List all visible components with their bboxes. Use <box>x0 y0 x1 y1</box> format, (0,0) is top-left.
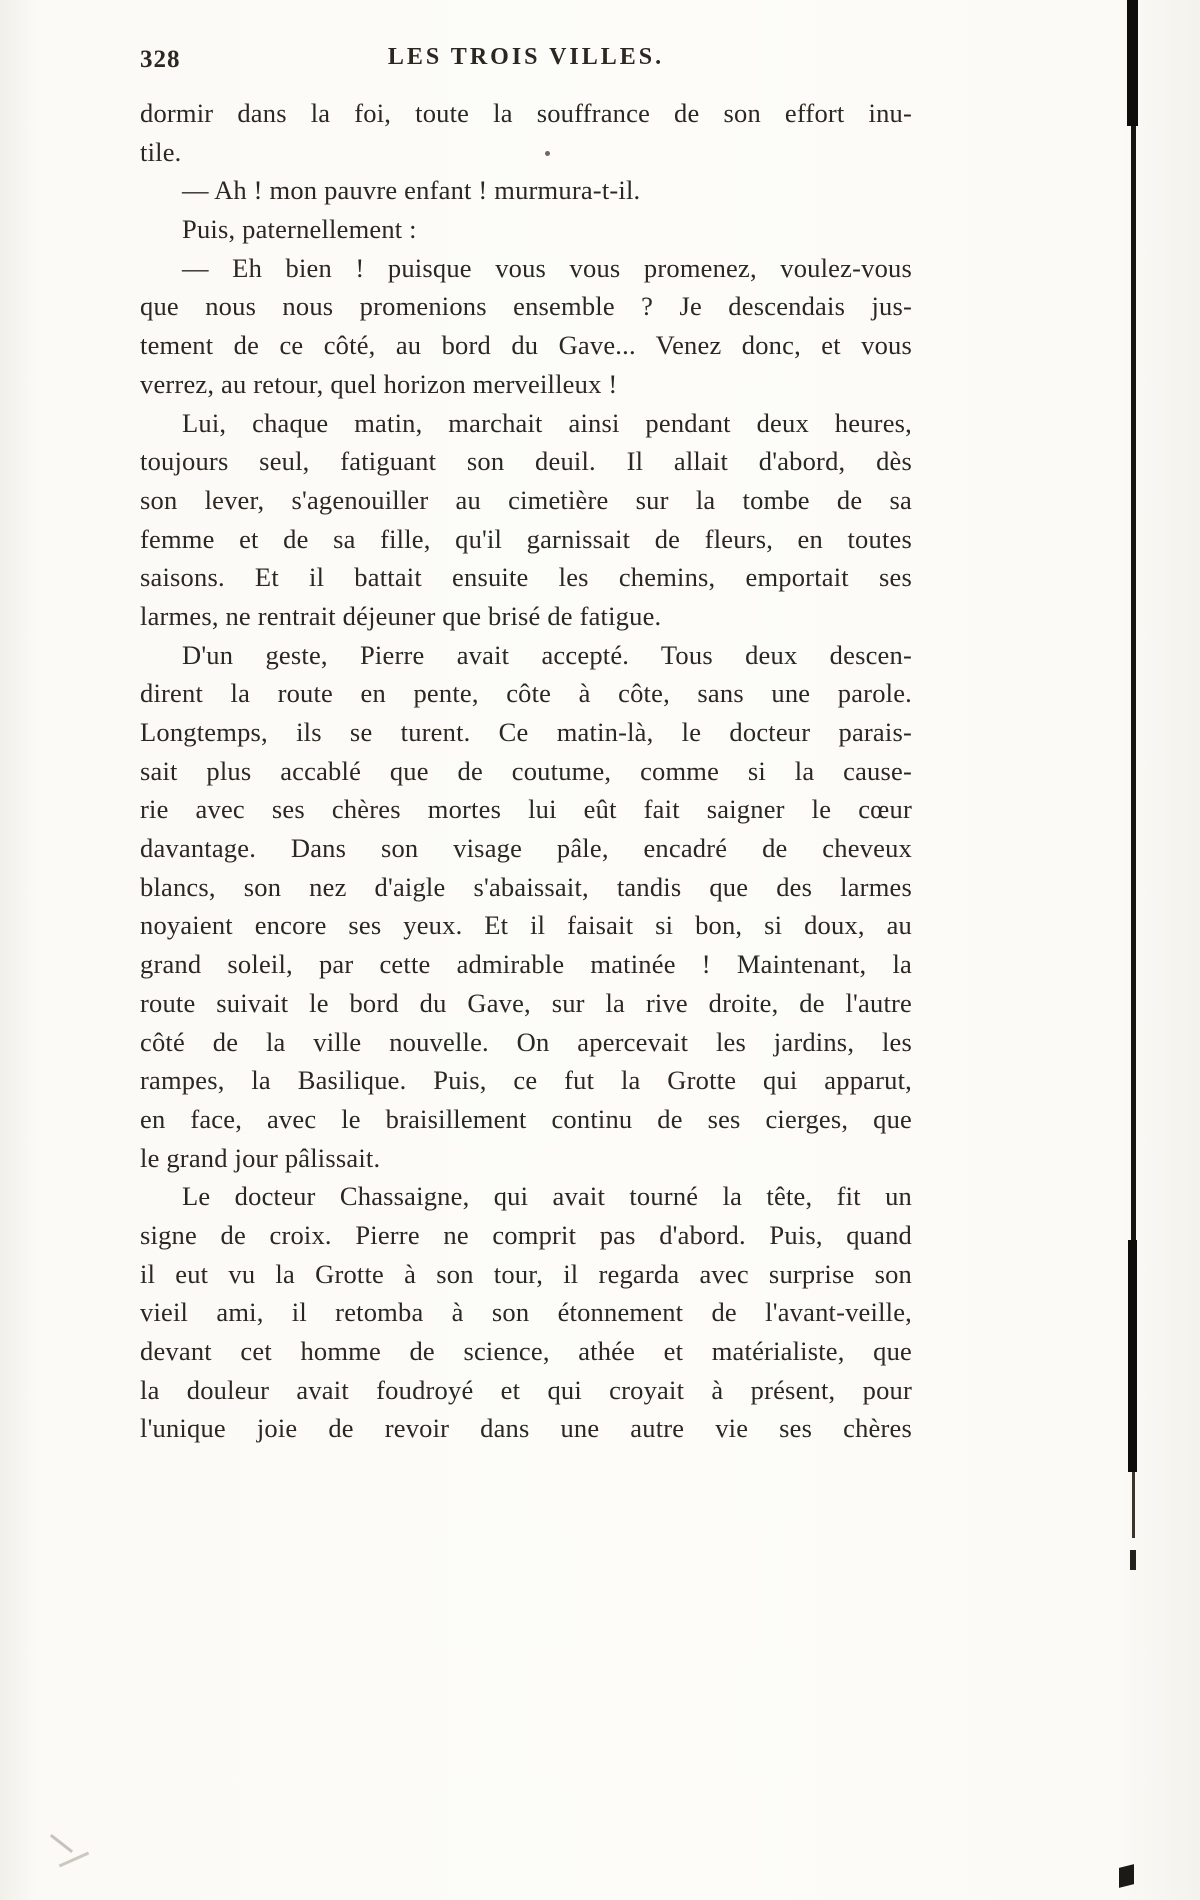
text-line: rie avec ses chères mortes lui eût fait saigner le cœur <box>140 794 912 825</box>
text-line: l'unique joie de revoir dans une autre vie ses chères <box>140 1413 912 1444</box>
running-title: LES TROIS VILLES. <box>387 44 665 70</box>
text-line: larmes, ne rentrait déjeuner que brisé de fatigue. <box>140 600 662 631</box>
text-line: davantage. Dans son visage pâle, encadré de cheveux <box>140 833 912 864</box>
page-text <box>140 94 912 1448</box>
binding-shadow-fade <box>1132 1472 1135 1538</box>
text-line: côté de la ville nouvelle. On apercevait les jardins, les <box>140 1026 912 1057</box>
text-line: que nous nous promenions ensemble ? Je descendais jus- <box>140 291 912 322</box>
text-line: — Eh bien ! puisque vous vous promenez, voulez-vous <box>182 252 912 283</box>
pencil-mark-icon <box>59 1852 89 1868</box>
text-line: rampes, la Basilique. Puis, ce fut la Grotte qui apparut, <box>140 1065 912 1096</box>
text-line: Le docteur Chassaigne, qui avait tourné la tête, fit un <box>182 1181 912 1212</box>
text-line: D'un geste, Pierre avait accepté. Tous deux descen- <box>182 639 912 670</box>
text-line: Lui, chaque matin, marchait ainsi pendant deux heures, <box>182 407 912 438</box>
text-line: la douleur avait foudroyé et qui croyait à présent, pour <box>140 1374 912 1405</box>
text-line: devant cet homme de science, athée et matérialiste, que <box>140 1336 912 1366</box>
text-line: vieil ami, il retomba à son étonnement de l'avant-veille, <box>140 1297 912 1328</box>
text-line: verrez, au retour, quel horizon merveilleux ! <box>140 368 618 399</box>
text-line: route suivait le bord du Gave, sur la rive droite, de l'autre <box>140 987 912 1018</box>
paragraph <box>140 636 912 1178</box>
text-line: noyaient encore ses yeux. Et il faisait si bon, si doux, au <box>140 910 912 941</box>
text-line: — Ah ! mon pauvre enfant ! murmura-t-il. <box>182 175 641 206</box>
text-line: dormir dans la foi, toute la souffrance de son effort inu- <box>140 98 912 128</box>
binding-shadow-lower <box>1128 1240 1137 1472</box>
text-line: il eut vu la Grotte à son tour, il regarda avec surprise son <box>140 1258 912 1289</box>
text-line: saisons. Et il battait ensuite les chemins, emportait ses <box>140 562 912 593</box>
text-line: le grand jour pâlissait. <box>140 1142 381 1173</box>
text-line: blancs, son nez d'aigle s'abaissait, tandis que des larmes <box>140 871 912 902</box>
page-header <box>140 44 912 78</box>
text-line: sait plus accablé que de coutume, comme si la cause- <box>140 755 912 786</box>
paragraph <box>140 249 912 404</box>
text-line: signe de croix. Pierre ne comprit pas d'abord. Puis, quand <box>140 1219 912 1250</box>
binding-shadow-middle <box>1131 126 1136 1242</box>
text-line: femme et de sa fille, qu'il garnissait de fleurs, en toutes <box>140 523 912 554</box>
text-line: tement de ce côté, au bord du Gave... Venez donc, et vous <box>140 330 912 361</box>
paragraph <box>140 1177 912 1448</box>
text-line: toujours seul, fatiguant son deuil. Il allait d'abord, dès <box>140 446 912 477</box>
binding-shadow-tick <box>1130 1550 1136 1570</box>
paragraph <box>140 210 912 249</box>
scan-artifact-bottom-right <box>1119 1864 1134 1888</box>
paragraph <box>140 94 912 171</box>
paragraph <box>140 171 912 210</box>
text-line: dirent la route en pente, côte à côte, sans une parole. <box>140 678 912 709</box>
text-line: Longtemps, ils se turent. Ce matin-là, le docteur parais- <box>140 717 912 747</box>
text-line: Puis, paternellement : <box>182 214 417 245</box>
text-line: en face, avec le braisillement continu de ses cierges, que <box>140 1103 912 1134</box>
pencil-mark-icon <box>50 1834 73 1853</box>
text-line: tile. <box>140 136 182 167</box>
paragraph <box>140 404 912 636</box>
text-line: son lever, s'agenouiller au cimetière sur la tombe de sa <box>140 484 912 515</box>
text-line: grand soleil, par cette admirable matinée ! Maintenant, la <box>140 949 912 980</box>
scan-artifact-speck <box>545 151 550 156</box>
binding-shadow-top <box>1127 0 1138 126</box>
page-number: 328 <box>140 46 181 73</box>
